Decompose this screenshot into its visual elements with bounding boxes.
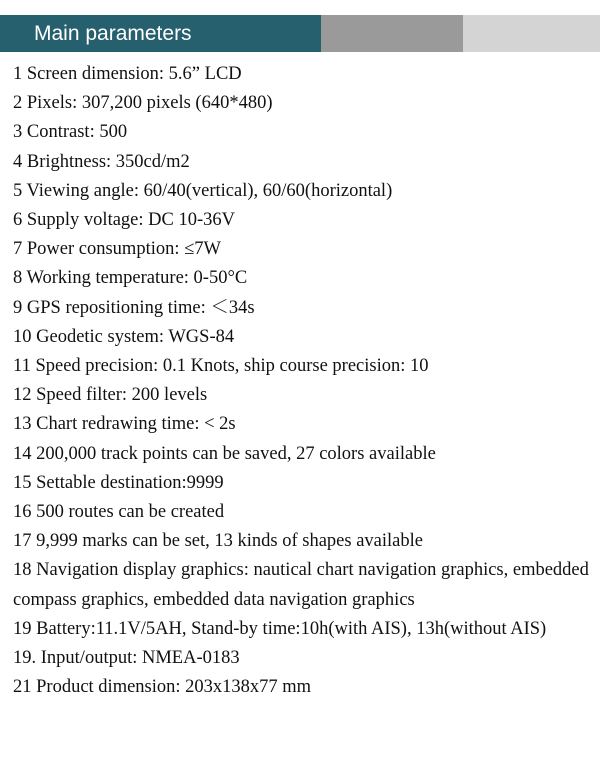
parameter-item-battery: 19 Battery:11.1V/5AH, Stand-by time:10h(with AIS), 13h(without AIS) xyxy=(13,618,547,639)
parameter-item-working-temperature: 8 Working temperature: 0-50°C xyxy=(13,268,248,289)
parameter-item-chart-redrawing-time: 13 Chart redrawing time: < 2s xyxy=(13,414,236,435)
section-header xyxy=(0,15,600,52)
header-accent-mid xyxy=(321,15,463,52)
header-title-block xyxy=(0,15,321,52)
parameter-item-speed-filter: 12 Speed filter: 200 levels xyxy=(13,385,208,406)
parameter-item-input-output: 19. Input/output: NMEA-0183 xyxy=(13,648,240,669)
parameter-item-track-points: 14 200,000 track points can be saved, 27 colors available xyxy=(13,443,436,464)
parameter-item-contrast: 3 Contrast: 500 xyxy=(13,122,128,143)
parameter-item-routes: 16 500 routes can be created xyxy=(13,502,225,523)
parameter-item-product-dimension: 21 Product dimension: 203x138x77 mm xyxy=(13,677,312,698)
section-title: Main parameters xyxy=(34,21,192,45)
parameter-item-navigation-display: 18 Navigation display graphics: nautical chart navigation graphics, embedded compass graphics, embedded data navigation graphics xyxy=(13,560,589,610)
parameter-list xyxy=(13,60,593,702)
parameter-item-screen-dimension: 1 Screen dimension: 5.6” LCD xyxy=(13,64,242,84)
parameter-item-speed-precision: 11 Speed precision: 0.1 Knots, ship course precision: 10 xyxy=(13,356,429,377)
parameter-item-settable-destination: 15 Settable destination:9999 xyxy=(13,472,224,493)
parameter-item-viewing-angle: 5 Viewing angle: 60/40(vertical), 60/60(horizontal) xyxy=(13,180,393,201)
parameter-item-pixels: 2 Pixels: 307,200 pixels (640*480) xyxy=(13,93,273,114)
parameter-item-supply-voltage: 6 Supply voltage: DC 10-36V xyxy=(13,210,235,231)
parameter-item-brightness: 4 Brightness: 350cd/m2 xyxy=(13,151,190,172)
parameter-item-marks: 17 9,999 marks can be set, 13 kinds of shapes available xyxy=(13,531,423,552)
parameter-item-gps-repositioning-time: 9 GPS repositioning time: ＜34s xyxy=(13,297,255,318)
parameter-item-geodetic-system: 10 Geodetic system: WGS-84 xyxy=(13,326,235,347)
header-accent-right xyxy=(463,15,600,52)
parameter-item-power-consumption: 7 Power consumption: ≤7W xyxy=(13,239,221,260)
